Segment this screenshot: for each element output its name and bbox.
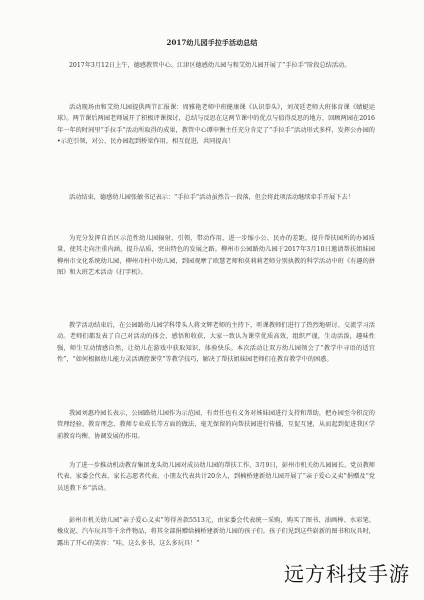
paragraph-intro: 2017年3月12日上午，德感教管中心、江津区德感幼儿园与和艾幼儿园开展了“手拉手”阶段总结活动。 — [69, 62, 351, 69]
paragraph-pengzhou-event: 为了进一步推动机动教育集团龙头幼儿园对成员幼儿园的帮扶工作，3月9日，彭州市机关幼儿园园长、党员教师代表、家委会代表、家长志愿者代表、小朋友代表共计20余人，到楠桥建新幼儿园开展了“亲子爱心义卖”捐赠及“党员送教下乡”活动。 — [57, 462, 375, 492]
page-title: 2017幼儿园手拉手活动总结 — [166, 38, 258, 47]
paragraph-conclusion: 活动结束，德感幼儿园张敏书记表示：“手拉手”活动虽然告一段落，但会将此项活动继续牵手开展下去！ — [69, 194, 354, 201]
paragraph-liuzhou-visit: 为充分发挥自治区示范性幼儿园辐射、引领、带动作用，进一步缩小公、民办的差距，提升帮扶园所的办园质量，使其走向注重内涵，提升品质，突出特色的发展之路。柳州市公园路幼儿园于2017年3月10日邀请帮扶姐妹园柳州市文化系统幼儿园，柳州市柱中幼儿园，到园观摩了欧慧老师和莫莉莉老师分别执教的科学活动中班《有趣的拼图》和大班艺术活动《打字机》。 — [57, 235, 375, 276]
paragraph-principal-remarks: 我园刘惠玲园长表示，公园路幼儿园作为示范园，有责任也有义务对姊妹园进行支持和帮助，把办园至今积淀的管理经验、教育理念、教师专业成长等方面的做法，毫无保留的向帮扶园进行传播，互促互建，从而起到促进我区学前教育均衡、协调发展的作用。 — [57, 410, 375, 440]
paragraph-donation: 彭州市机关幼儿园“亲子爱心义卖”筹得善款5513元，由家委会代表统一采购，购买了图书、油画棒、水彩笔、橡皮泥、汽车玩具等千余件物品，将其全部捐赠给楠桥建新幼儿园的孩子们。孩子们见到这些崭新的图书和玩具时，露出了开心的笑容：“哇，这么多书，这么多玩具！” — [57, 517, 375, 547]
watermark-text: 远方科技手游 — [284, 562, 410, 586]
paragraph-discussion: 教学活动结束后，在公园路幼儿园学科带头人蒋文辉老师的主持下，听课教师们进行了热烈地研讨、交流学习活动。老师们都发表了自己对活动的体会、感悟和收获，大家一致认为课堂优质高效，组织严谨，生动活泼，趣味性强，师生互动情感自然，让幼儿在游戏中获取知识，体验快乐。本次活动让双方幼儿园领会了“教学中寻语的适宜性”，“如何根据幼儿能力灵活调控课堂”等教学技巧，解决了帮扶姐妹园老师们在教育教学中的困惑。 — [57, 322, 375, 363]
paragraph-lessons: 活动现场由和艾幼儿园提供两节汇报课：周雅艳老师中班健康课《认识拳头》，刘茂廷老师大班体育课《蜻蜓运球》。两节课后两园老师展开了积极评课探讨，总结与反思在这两节课中的优点与值得反思的地方，回顾两园在2016年一年的时间里“手拉手”活动所取得的成果，教管中心谭申衡主任充分肯定了“手拉手”活动形式多样，发挥公办园的•示范引领，对公、民办园起到桥梁作用，相互促进，共同提高！ — [57, 104, 375, 145]
